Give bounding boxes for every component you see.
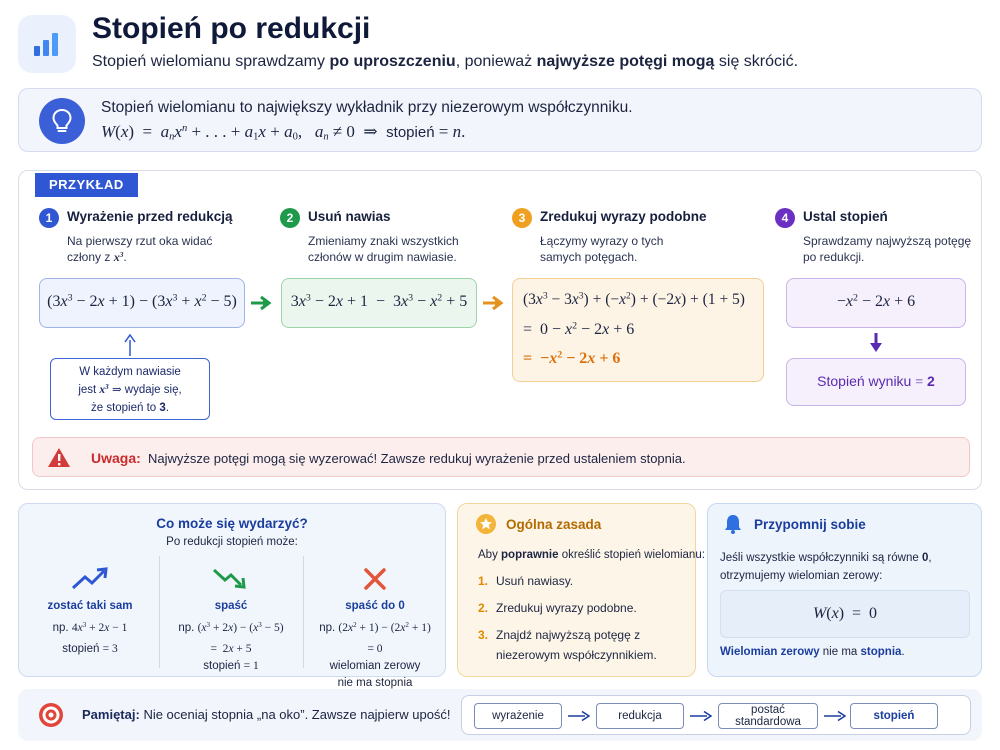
definition-box [18, 88, 982, 152]
arrow-right-icon [250, 295, 274, 311]
final-expression-box [786, 278, 966, 328]
reduction-line-1: $(3x^3 - 3x^3) + (-x^2) + (-2x) + (1 + 5)$ [523, 290, 745, 308]
target-icon [38, 702, 64, 728]
bar-chart-icon [32, 31, 62, 57]
outcomes-title: Co może się wydarzyć? [156, 516, 308, 531]
chart-logo [18, 15, 76, 73]
step-title: Zredukuj wyrazy podobne [540, 209, 707, 224]
warning-banner [32, 437, 970, 477]
expression-expanded: $3x^3 - 2x + 1 - 3x^3 - x^2 + 5$ [290, 292, 468, 310]
warning-icon [47, 447, 71, 468]
reduction-line-3: = $-x^2 - 2x + 6$ [523, 349, 621, 367]
example-tag: PRZYKŁAD [35, 173, 138, 197]
step-description: Na pierwszy rzut oka widać człony z $x^3$. [67, 234, 213, 264]
step-description: Zmieniamy znaki wszystkich członów w drugim nawiasie. [308, 234, 459, 264]
bell-icon [722, 513, 744, 535]
outcomes-card [18, 503, 446, 689]
flow-step-degree: stopień [850, 703, 938, 729]
flow-step-standard-form: postać standardowa [718, 703, 818, 729]
flow-step-reduction: redukcja [596, 703, 684, 729]
flow-arrow-icon [690, 710, 712, 722]
cross-icon [362, 566, 388, 592]
step-title: Usuń nawias [308, 209, 391, 224]
remember-card [707, 503, 982, 677]
rule-item: 1. Usuń nawiasy. [478, 574, 574, 588]
trend-up-icon [70, 566, 110, 592]
expression-before: $(3x^3 - 2x + 1) - (3x^3 + x^2 - 5)$ [47, 292, 237, 310]
expression-expanded-box [281, 278, 477, 328]
step-title: Wyrażenie przed redukcją [67, 209, 233, 224]
rule-card [457, 503, 705, 677]
expression-before-box [39, 278, 245, 328]
flow-step-expression: wyrażenie [474, 703, 562, 729]
arrow-right-icon [482, 295, 506, 311]
expression-reduction-box [512, 278, 764, 382]
outcome-zero: spaść do 0 np. $(2x^2 + 1) - (2x^2 + 1)$ = 0 wielomian zerowy nie ma stopnia [304, 566, 446, 692]
arrow-down-icon [869, 333, 883, 353]
rule-item: 3. Znajdź najwyższą potęgę z niezerowym współczynnikiem. [478, 628, 657, 662]
result-degree-box [786, 358, 966, 406]
reduction-line-2: = $0 - x^2 - 2x + 6$ [523, 320, 635, 338]
trend-down-icon [211, 566, 251, 592]
step-title: Ustal stopień [803, 209, 888, 224]
lightbulb-icon [39, 98, 85, 144]
footer-text: Pamiętaj: Nie oceniaj stopnia „na oko”. Zawsze najpierw upość! [82, 707, 451, 722]
outcome-same: zostać taki sam np. $4x^3 + 2x - 1$ stopień = 3 [19, 566, 161, 658]
footer-bar [18, 689, 982, 741]
definition-text: Stopień wielomianu to największy wykładnik przy niezerowym współczynniku. [101, 99, 633, 116]
page-subtitle: Stopień wielomianu sprawdzamy po uproszczeniu, ponieważ najwyższe potęgi mogą się skrócić. [92, 53, 799, 70]
rule-title: Ogólna zasada [506, 517, 602, 532]
outcome-drop: spaść np. $(x^3 + 2x) - (x^3 - 5)$ = 2x + 5 stopień = 1 [160, 566, 302, 675]
step-number: 2 [280, 208, 300, 228]
outcomes-subtitle: Po redukcji stopień może: [166, 536, 298, 548]
definition-formula: $W(x) = a_nx^n$ + . . . + $a_1x + a_0$, $a_n \ne 0$ ⇒ stopień = n. [101, 122, 466, 143]
result-degree: Stopień wyniku = 2 [817, 373, 935, 390]
warning-text: Uwaga: Najwyższe potęgi mogą się wyzerować! Zawsze redukuj wyrażenie przed ustaleniem stopnia. [91, 450, 686, 466]
rule-intro: Aby poprawnie określić stopień wielomianu: [478, 549, 705, 561]
example-panel [18, 170, 982, 490]
zero-polynomial-formula: W(x) = 0 [812, 605, 878, 622]
zero-polynomial-box [720, 590, 970, 638]
step-number: 1 [39, 208, 59, 228]
step-number: 3 [512, 208, 532, 228]
flow-arrow-icon [824, 710, 846, 722]
process-flow [461, 695, 971, 735]
step-description: Łączymy wyrazy o tych samych potęgach. [540, 234, 664, 264]
star-icon [476, 514, 496, 534]
remember-footer: Wielomian zerowy nie ma stopnia. [720, 646, 905, 658]
remember-text: Jeśli wszystkie współczynniki są równe 0, otrzymujemy wielomian zerowy: [720, 552, 932, 582]
arrow-up-icon [123, 334, 137, 356]
flow-arrow-icon [568, 710, 590, 722]
remember-title: Przypomnij sobie [754, 517, 866, 532]
step-description: Sprawdzamy najwyższą potęgę po redukcji. [803, 234, 972, 264]
page-title: Stopień po redukcji [92, 12, 371, 45]
final-expression: $-x^2 - 2x + 6$ [836, 292, 916, 310]
first-look-note: W każdym nawiasie jest $x^3$ ⇒ wydaje się, że stopień to 3. [50, 358, 210, 420]
rule-item: 2. Zredukuj wyrazy podobne. [478, 601, 637, 615]
step-number: 4 [775, 208, 795, 228]
